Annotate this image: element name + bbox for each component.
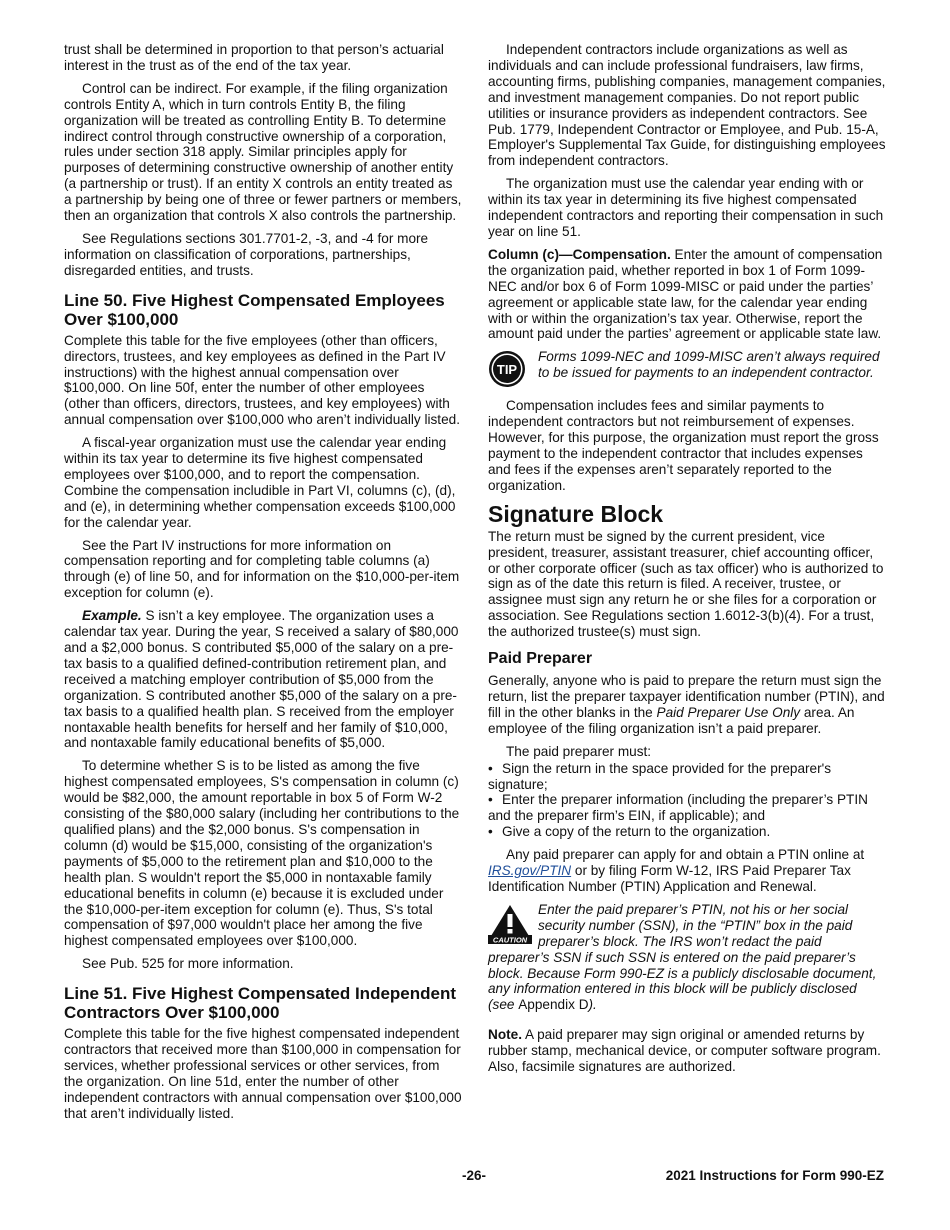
- paragraph: A fiscal-year organization must use the calendar year ending within its tax year to determine its five highest compensated employees over $100,000, and to report the compensation. Combine the compensation includible in Part VI, columns (c), (d), and (e), in determining whether compensation exceeds $100,000 for the calendar year.: [64, 435, 456, 530]
- text-run: Any paid preparer can apply for and obtain a PTIN online at: [506, 847, 865, 863]
- footer-title: 2021 Instructions for Form 990-EZ: [665, 1168, 884, 1183]
- heading-signature-block: Signature Block: [488, 500, 664, 527]
- heading-line-50: Line 50. Five Highest Compensated Employees Over $100,000: [64, 290, 445, 329]
- example-paragraph: [64, 608, 462, 751]
- paragraph: Complete this table for the five highest compensated independent contractors that received more than $100,000 in compensation for services, whether professional services or other services, from the organization. On line 51d, enter the number of other independent contractors with annual compensation over $100,000 that aren’t individually listed.: [64, 1026, 462, 1121]
- bullet-icon: •: [488, 824, 493, 840]
- list-item: [488, 824, 886, 840]
- bullet-icon: •: [488, 760, 493, 776]
- list-item: [488, 792, 886, 824]
- paragraph: Compensation includes fees and similar payments to independent contractors but not reimbursement of expenses. However, for this purpose, the organization must report the gross payment to the independent contractor that includes expenses and fees if the expenses aren’t separately reported to the organization.: [488, 398, 879, 493]
- paragraph: The organization must use the calendar year ending with or within its tax year in determining its five highest compensated independent contractors and reporting their compensation in such year on line 51.: [488, 176, 884, 239]
- caution-end: ).: [588, 997, 597, 1013]
- text-run: or by filing Form W-12, IRS Paid Preparer Tax Identification Number (PTIN) Application and Renewal.: [488, 863, 851, 894]
- example-text: S isn’t a key employee. The organization uses a calendar tax year. During the year, S received a salary of $80,000 and a $2,000 bonus. S contributed $5,000 of the salary on a pre-tax basis to a qualified defined-contribution retirement plan, and received a matching employer contribution of $5,000 from the organization. S contributed another $5,000 of the salary on a pre-tax basis to a qualified health plan. S received from the employer nontaxable health benefits for herself and her family of $10,000, and nontaxable family educational benefits of $5,000.: [64, 608, 459, 751]
- tip-icon: [488, 350, 526, 388]
- note-paragraph: [488, 1027, 886, 1075]
- paid-preparer-use-only-text: Paid Preparer Use Only: [656, 704, 801, 720]
- paragraph: Control can be indirect. For example, if the filing organization controls Entity A, which in turn controls Entity B, the filing organization will be treated as controlling Entity B. To determine indirect control through constructive ownership of a corporation, rules under section 318 apply. Similar principles apply for purposes of determining constructive ownership of another entity (a partnership or trust). If an entity X controls an entity treated as a partnership by being one of three or fewer partners or members, then an organization that controls X also controls the partnership.: [64, 80, 462, 224]
- column-c-label: Column (c)—Compensation.: [488, 246, 671, 262]
- list-item-text: Give a copy of the return to the organization.: [502, 824, 771, 840]
- column-c-text: Enter the amount of compensation the organization paid, whether reported in box 1 of Form 1099-NEC and/or box 6 of Form 1099-MISC or paid under the parties’ agreement or applicable state law, for the calendar year ending with or within the organization’s tax year. Otherwise, report the amount paid under the parties’ agreement or applicable state law.: [488, 246, 883, 342]
- example-label: Example.: [82, 608, 142, 624]
- appendix-reference: Appendix D: [518, 997, 589, 1013]
- heading-line-51: Line 51. Five Highest Compensated Independent Contractors Over $100,000: [64, 984, 457, 1023]
- right-column: [488, 42, 886, 1082]
- caution-box: [488, 902, 886, 1013]
- text-run: area. An employee of the filing organization isn’t a paid preparer.: [488, 704, 855, 736]
- paragraph: Complete this table for the five employees (other than officers, directors, trustees, and key employees as defined in the Part IV instructions) with the highest annual compensation over $100,000. On line 50f, enter the number of other employees (other than officers, directors, trustees, and key employees) with annual compensation over $100,000 who aren’t individually listed.: [64, 332, 460, 428]
- tip-box: [488, 349, 886, 388]
- bullet-icon: •: [488, 792, 493, 808]
- paragraph: The paid preparer must:: [506, 743, 652, 759]
- paragraph: See the Part IV instructions for more information on compensation reporting and for completing table columns (a) through (e) of line 50, and for information on the $10,000-per-item exception for column (e).: [64, 537, 460, 601]
- paragraph: trust shall be determined in proportion to that person’s actuarial interest in the trust as of the end of the tax year.: [64, 42, 444, 73]
- left-column: [64, 42, 462, 1129]
- irs-ptin-link[interactable]: IRS.gov/PTIN: [488, 863, 572, 879]
- paragraph: The return must be signed by the current president, vice president, treasurer, assistant treasurer, chief accounting officer, or other corporate officer (such as tax officer) who is authorized to sign as of the date this return is filed. A receiver, trustee, or assignee must sign any return he or she files for a corporation or association. See Regulations section 1.6012-3(b)(4). For a trust, the authorized trustee(s) must sign.: [488, 528, 884, 640]
- paragraph: See Regulations sections 301.7701-2, -3, and -4 for more information on classification of corporations, partnerships, disregarded entities, and trusts.: [64, 230, 429, 278]
- list-item-text: Enter the preparer information (including the preparer’s PTIN and the preparer firm’s EIN, if applicable); and: [488, 792, 868, 824]
- column-c-paragraph: [488, 247, 886, 342]
- list-item-text: Sign the return in the space provided for the preparer's signature;: [488, 760, 832, 792]
- paragraph: [488, 673, 886, 737]
- heading-paid-preparer: Paid Preparer: [488, 650, 593, 668]
- paragraph: Independent contractors include organizations as well as individuals and can include professional fundraisers, law firms, accounting firms, publishing companies, management companies, and investment management companies. Do not report public utilities or insurance providers as independent contractors. See Pub. 1779, Independent Contractor or Employee, and Pub. 15-A, Employer's Supplemental Tax Guide, for distinguishing employees from independent contractors.: [488, 42, 886, 169]
- caution-label: CAUTION: [492, 935, 528, 944]
- paragraph: [488, 847, 886, 895]
- text-run: Generally, anyone who is paid to prepare the return must sign the return, list the preparer taxpayer identification number (PTIN), and fill in the other blanks in the: [488, 673, 885, 720]
- page-number: -26-: [462, 1168, 487, 1183]
- caution-text: Enter the paid preparer’s PTIN, not his or her social security number (SSN), in the “PTIN” box in the paid preparer’s block. The IRS won’t redact the paid preparer’s SSN if such SSN is entered on the paid preparer’s block. Because Form 990-EZ is a publicly disclosable document, any information entered in this block will be publicly disclosed (see: [488, 901, 877, 1013]
- list-item: [488, 761, 886, 793]
- paragraph: See Pub. 525 for more information.: [82, 956, 294, 972]
- tip-text: Forms 1099-NEC and 1099-MISC aren’t always required to be issued for payments to an independent contractor.: [538, 349, 880, 381]
- tip-label: TIP: [496, 362, 518, 378]
- note-label: Note.: [488, 1027, 522, 1043]
- caution-icon: [488, 904, 532, 944]
- note-text: A paid preparer may sign original or amended returns by rubber stamp, mechanical device, or computer software program. Also, facsimile signatures are authorized.: [488, 1027, 881, 1075]
- paragraph: To determine whether S is to be listed as among the five highest compensated employees, S's compensation in column (c) would be $82,000, the amount reportable in box 5 of Form W-2 consisting of the $80,000 salary (including her contributions to the qualified plans) and the $2,000 bonus. S's compensation in column (d) would be $15,000, consisting of the organization's payments of $5,000 to the retirement plan and $10,000 to the health plan. S wouldn't report the $5,000 in nontaxable family educational benefits in column (e) because it is excluded under the $10,000-per-item exception for column (e). Thus, S's total compensation of $97,000 wouldn't place her among the five highest compensated employees over $100,000.: [64, 758, 460, 949]
